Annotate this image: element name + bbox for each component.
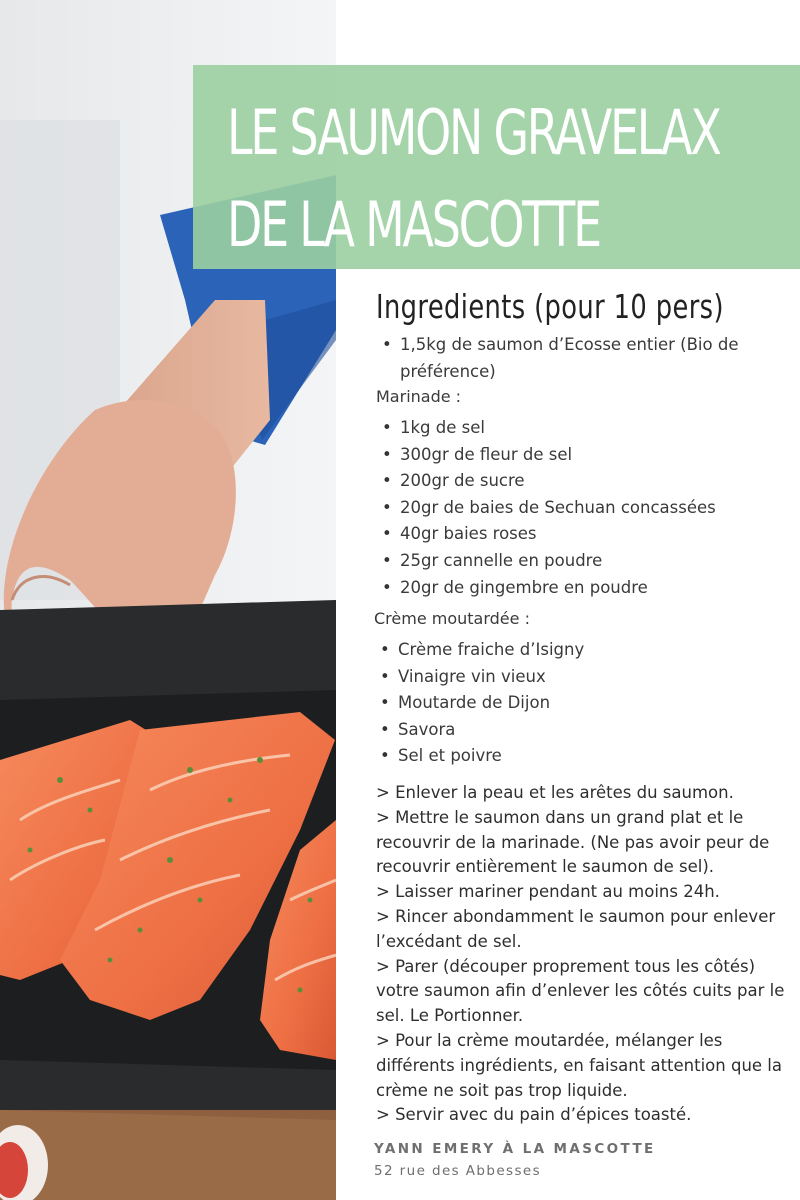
step: > Mettre le saumon dans un grand plat et le recouvrir de la marinade. (Ne pas avoir peur de recouvrir entièrement le saumon de sel). [376,807,770,877]
title-banner [193,65,800,269]
list-item: • 300gr de fleur de sel [376,442,796,469]
preparation-steps [376,781,788,1128]
recipe-title-line-1: LE SAUMON GRAVELAX [227,96,720,169]
list-item: • Sel et poivre [374,743,794,770]
list-item: • 200gr de sucre [376,468,796,495]
list-item: • 20gr de baies de Sechuan concassées [376,495,796,522]
list-item: • Moutarde de Dijon [374,690,794,717]
ingredients-heading: Ingredients (pour 10 pers) [376,287,724,326]
recipe-title [227,87,720,271]
main-ingredient-list [376,332,796,385]
marinade-label: Marinade : [376,387,462,406]
list-item: • 1kg de sel [376,415,796,442]
creme-label: Crème moutardée : [374,609,530,628]
step: > Rincer abondamment le saumon pour enlever l’excédant de sel. [376,906,776,951]
list-item: • 25gr cannelle en poudre [376,548,796,575]
signature-address: 52 rue des Abbesses [374,1163,542,1179]
signature-name: YANN EMERY À LA MASCOTTE [374,1141,656,1157]
step: > Enlever la peau et les arêtes du saumon. [376,783,734,802]
list-item: • 20gr de gingembre en poudre [376,575,796,602]
creme-list [374,637,794,770]
marinade-list [376,415,796,601]
list-item: • Savora [374,717,794,744]
step: > Parer (découper proprement tous les côtés) votre saumon afin d’enlever les côtés cuits par le sel. Le Portionner. [376,956,785,1026]
recipe-content [336,269,800,1200]
step: > Pour la crème moutardée, mélanger les différents ingrédients, en faisant attention que la crème ne soit pas trop liquide. [376,1030,782,1100]
list-item: • 1,5kg de saumon d’Ecosse entier (Bio de préférence) [376,332,796,385]
list-item: • Vinaigre vin vieux [374,664,794,691]
list-item: • Crème fraiche d’Isigny [374,637,794,664]
list-item: • 40gr baies roses [376,521,796,548]
recipe-title-line-2: DE LA MASCOTTE [227,188,600,261]
step: > Laisser mariner pendant au moins 24h. [376,882,720,902]
step: > Servir avec du pain d’épices toasté. [376,1105,692,1125]
